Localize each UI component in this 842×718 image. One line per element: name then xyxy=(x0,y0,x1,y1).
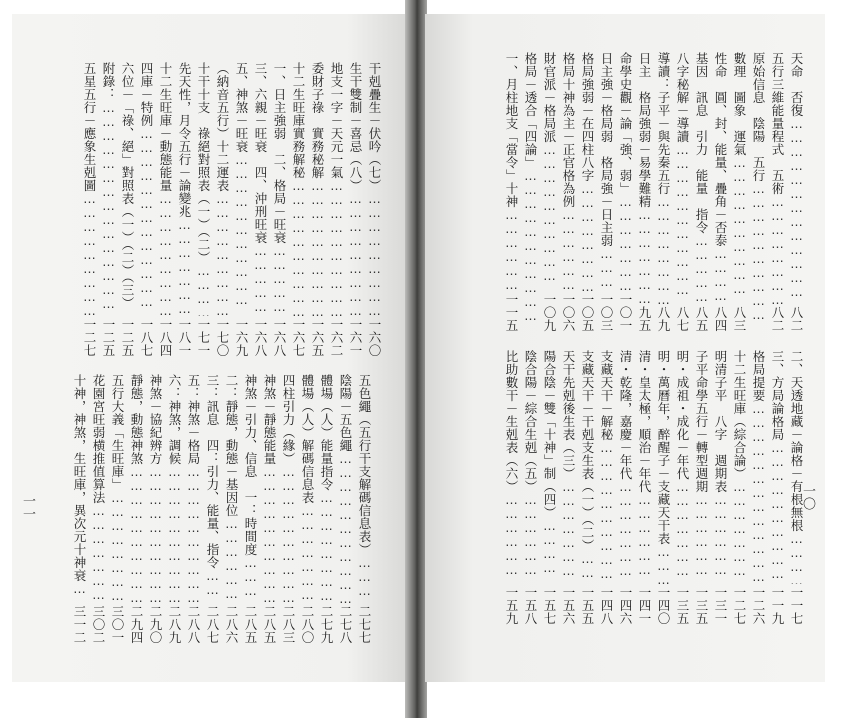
toc-entry xyxy=(366,62,383,357)
leader-dots xyxy=(560,210,577,291)
leader-dots xyxy=(788,119,805,304)
toc-entry xyxy=(81,62,98,357)
leader-dots xyxy=(109,493,126,603)
leader-dots xyxy=(366,194,383,316)
toc-entry-page: 一八四 xyxy=(158,318,173,357)
toc-entry-page: 二七八 xyxy=(338,605,353,644)
book-gutter xyxy=(405,0,427,718)
toc-entry-title: 神煞－靜態能量 xyxy=(262,374,277,465)
toc-entry xyxy=(731,52,748,332)
toc-entry xyxy=(617,52,634,332)
toc-entry-title: 花園宮旺弱横推值算法 xyxy=(91,374,106,504)
toc-entry xyxy=(157,62,174,357)
leader-dots xyxy=(166,467,183,603)
toc-entry xyxy=(788,52,805,332)
toc-entry-title: 五色繩（五行干支解碼信息表） xyxy=(357,374,372,556)
toc-entry-page: 八五 xyxy=(694,306,709,332)
toc-entry-page: 一二五 xyxy=(101,318,116,357)
leader-dots xyxy=(503,495,520,584)
leader-dots xyxy=(233,155,250,316)
toc-entry-title: 附錄： xyxy=(101,62,116,101)
toc-entry xyxy=(223,374,240,644)
leader-dots xyxy=(598,249,615,291)
toc-entry-title: 格局十神為主－正官格為例 xyxy=(561,52,576,208)
leader-dots xyxy=(655,197,672,304)
toc-entry-page: 二八八 xyxy=(186,605,201,644)
toc-entry-title: 八字秘解－導讀 xyxy=(675,52,690,143)
toc-entry xyxy=(328,62,345,357)
toc-entry-page: 一六五 xyxy=(310,318,325,357)
leader-dots xyxy=(731,158,748,304)
toc-entry-page: 一六七 xyxy=(291,318,306,357)
toc-entry-page: 一四八 xyxy=(599,586,614,625)
right-top-toc xyxy=(503,52,805,332)
toc-entry-page: 一二七 xyxy=(82,318,97,357)
toc-entry-page: 一〇一 xyxy=(618,293,633,332)
toc-entry-title: 十二生旺庫實務解秘 xyxy=(291,62,306,179)
leader-dots xyxy=(769,197,786,304)
leader-dots xyxy=(769,443,786,584)
toc-entry xyxy=(560,350,577,625)
toc-entry xyxy=(280,374,297,644)
toc-entry xyxy=(318,374,335,644)
toc-entry-page: 一五九 xyxy=(504,586,519,625)
leader-dots xyxy=(636,495,653,584)
toc-entry-title: 四柱引力（緣） xyxy=(281,374,296,465)
toc-entry-title: 數理 圖象 運氣 xyxy=(732,52,747,156)
toc-entry-title: 日主強－格局弱 格局強－日主弱 xyxy=(599,52,614,247)
leader-dots xyxy=(750,404,767,584)
toc-entry-page: 二八三 xyxy=(281,605,296,644)
toc-entry-title: 十二生旺庫－動態能量 xyxy=(158,62,173,192)
toc-entry-title: 一、月柱地支「當令」十神 xyxy=(504,52,519,208)
toc-entry xyxy=(309,62,326,357)
toc-entry-page: 一三一 xyxy=(713,586,728,625)
toc-entry-page: 一〇三 xyxy=(599,293,614,332)
toc-entry xyxy=(147,374,164,644)
toc-entry xyxy=(271,62,288,357)
toc-entry-page: 一〇五 xyxy=(580,293,595,332)
toc-entry-page: 一八一 xyxy=(177,318,192,357)
toc-entry-title: 四庫－特例 xyxy=(139,62,154,127)
leader-dots xyxy=(318,493,335,603)
toc-entry-page: 一五六 xyxy=(561,586,576,625)
toc-entry-title: 清・乾隆，嘉慶－年代 xyxy=(618,350,633,480)
leader-dots xyxy=(636,210,653,304)
toc-entry-title: 神煞－協紀辨方 xyxy=(148,374,163,465)
toc-entry xyxy=(290,62,307,357)
toc-entry-title: 干剋疊生－伏吟（七） xyxy=(367,62,382,192)
leader-dots xyxy=(356,558,373,603)
toc-entry xyxy=(166,374,183,644)
left-bottom-toc xyxy=(71,374,373,644)
leader-dots xyxy=(252,246,269,316)
toc-entry-title: 基因 訊息 引力 能量 指令 xyxy=(694,52,709,234)
toc-entry-title: 六：神煞，調候 xyxy=(167,374,182,465)
leader-dots xyxy=(541,145,558,291)
right-page xyxy=(425,14,825,682)
toc-entry-page: 三〇二 xyxy=(91,605,106,644)
toc-entry xyxy=(579,52,596,332)
toc-entry xyxy=(712,350,729,625)
toc-entry xyxy=(655,52,672,332)
leader-dots xyxy=(598,443,615,584)
toc-entry xyxy=(119,62,136,357)
toc-entry xyxy=(252,62,269,357)
toc-entry xyxy=(617,350,634,625)
toc-entry-title: 三、六親－旺衰 四、沖刑旺衰 xyxy=(253,62,268,244)
toc-entry-title: 靜態，動態神煞 xyxy=(129,374,144,465)
toc-entry xyxy=(242,374,259,644)
toc-entry-page: 一二七 xyxy=(732,586,747,625)
toc-entry-page: 一四六 xyxy=(618,586,633,625)
leader-dots xyxy=(204,571,221,603)
toc-entry-title: 神煞－引力、信息 一：時間度 xyxy=(243,374,258,556)
toc-entry-title: 十二生旺庫（綜合論） xyxy=(732,350,747,480)
leader-dots xyxy=(271,246,288,316)
toc-entry xyxy=(750,350,767,625)
toc-entry xyxy=(636,52,653,332)
toc-entry xyxy=(769,350,786,625)
leader-dots xyxy=(617,482,634,584)
leader-dots xyxy=(119,312,136,317)
toc-entry-title: 支藏天干－干剋支生表（一）（二） xyxy=(580,350,595,552)
toc-entry-page: 一二五 xyxy=(120,318,135,357)
toc-entry-page: 一七〇 xyxy=(215,318,230,357)
toc-entry-page: 八二 xyxy=(789,306,804,332)
toc-entry-title: 命學史觀－論「強、弱」 xyxy=(618,52,633,195)
page-number: 一〇 xyxy=(800,484,815,510)
toc-entry-title: 支藏天干－解秘 xyxy=(599,350,614,441)
leader-dots xyxy=(157,194,174,316)
toc-entry xyxy=(90,374,107,644)
toc-entry xyxy=(204,374,221,644)
toc-entry-title: 五、神煞－旺衰 xyxy=(234,62,249,153)
toc-entry-title: 導讀：子平－與先秦五行 xyxy=(656,52,671,195)
toc-entry-title: 天命 否復 xyxy=(789,52,804,117)
toc-entry-page: 八四 xyxy=(713,306,728,332)
leader-dots xyxy=(655,547,672,584)
toc-entry-title: 六位－「祿、絕」對照表（一）（二）（三） xyxy=(120,62,135,310)
leader-dots xyxy=(138,129,155,316)
leader-dots xyxy=(522,495,539,584)
leader-dots xyxy=(693,236,710,304)
toc-entry-title: 五：神煞－格局 xyxy=(186,374,201,465)
toc-entry xyxy=(109,374,126,644)
toc-entry-title: 格局提要 xyxy=(751,350,766,402)
leader-dots xyxy=(579,184,596,291)
toc-entry-title: 天干先剋後生表（三） xyxy=(561,350,576,480)
toc-entry-title: 五行三維能量程式 五術 xyxy=(770,52,785,195)
left-page xyxy=(12,14,407,682)
toc-entry-page: 八七 xyxy=(675,306,690,332)
toc-entry-page: 八二 xyxy=(770,306,785,332)
toc-entry-page: 一三五 xyxy=(694,586,709,625)
toc-entry-page: 一三五 xyxy=(675,586,690,625)
leader-dots xyxy=(617,197,634,291)
leader-dots xyxy=(712,249,729,304)
leader-dots xyxy=(261,467,278,603)
toc-entry-page: 二九四 xyxy=(129,605,144,644)
toc-entry-page: 二七九 xyxy=(319,605,334,644)
leader-dots xyxy=(242,558,259,603)
leader-dots xyxy=(674,482,691,584)
toc-entry-title: 一、日主強弱 二、格局－旺衰 xyxy=(272,62,287,244)
toc-entry-page: 二九〇 xyxy=(148,605,163,644)
toc-entry-title: 十干十支 祿絕對照表（一）（二） xyxy=(196,62,211,264)
toc-entry xyxy=(598,52,615,332)
toc-entry-page: 二八七 xyxy=(205,605,220,644)
toc-entry-title: 明・成祖・成化－年代 xyxy=(675,350,690,480)
toc-entry xyxy=(214,62,231,357)
toc-entry-page: 一一七 xyxy=(789,586,804,625)
toc-entry-page: 一六九 xyxy=(234,318,249,357)
toc-entry-page: 二八五 xyxy=(262,605,277,644)
toc-entry-page: 一一五 xyxy=(504,293,519,332)
toc-entry xyxy=(100,62,117,357)
toc-entry-page: 一〇九 xyxy=(542,293,557,332)
toc-entry-page: 一五七 xyxy=(542,586,557,625)
leader-dots xyxy=(712,495,729,584)
toc-entry xyxy=(712,52,729,332)
toc-entry-page: 一七一 xyxy=(196,318,211,357)
toc-entry-title: 體場（人）解碼信息表 xyxy=(300,374,315,504)
toc-entry xyxy=(261,374,278,644)
leader-dots xyxy=(128,467,145,603)
leader-dots xyxy=(290,181,307,316)
leader-dots xyxy=(503,210,520,291)
leader-dots xyxy=(788,534,805,584)
toc-entry xyxy=(750,52,767,332)
leader-dots xyxy=(560,482,577,584)
leader-dots xyxy=(731,482,748,584)
toc-entry xyxy=(560,52,577,332)
leader-dots xyxy=(280,467,297,603)
toc-entry xyxy=(674,350,691,625)
toc-entry-title: 二、天透地藏－論格－有根無根 xyxy=(789,350,804,532)
toc-entry-page: 一六八 xyxy=(272,318,287,357)
toc-entry xyxy=(185,374,202,644)
leader-dots xyxy=(674,145,691,304)
toc-entry-title: 清・皇太極，順治－年代 xyxy=(637,350,652,493)
toc-entry-title: 委財子祿 實務秘解 xyxy=(310,62,325,179)
toc-entry-page: 一六二 xyxy=(329,318,344,357)
leader-dots xyxy=(100,103,117,316)
toc-entry-page: 一六八 xyxy=(253,318,268,357)
leader-dots xyxy=(81,194,98,316)
toc-entry xyxy=(356,374,373,644)
leader-dots xyxy=(541,521,558,584)
toc-entry-title: 原始信息 陰陽 五行 xyxy=(751,52,766,182)
toc-entry-title: 比助數干－生剋表（六） xyxy=(504,350,519,493)
toc-entry xyxy=(731,350,748,625)
leader-dots xyxy=(185,467,202,603)
toc-entry-page: 一六〇 xyxy=(367,318,382,357)
toc-entry-page: 八九 xyxy=(656,306,671,332)
toc-entry xyxy=(233,62,250,357)
toc-entry-title: 五行大義「生旺庫」 xyxy=(110,374,125,491)
toc-entry-page: 一六一 xyxy=(348,318,363,357)
toc-entry xyxy=(522,52,539,332)
leader-dots xyxy=(337,454,354,603)
leader-dots xyxy=(195,266,212,316)
toc-entry xyxy=(541,52,558,332)
toc-entry-page: 二八九 xyxy=(167,605,182,644)
toc-entry-title: 三、方局論格局 xyxy=(770,350,785,441)
toc-entry-title: 二：靜態，動態－基因位 xyxy=(224,374,239,517)
leader-dots xyxy=(522,171,539,330)
page-number: 一一 xyxy=(20,494,35,520)
leader-dots xyxy=(299,506,316,603)
toc-entry xyxy=(693,52,710,332)
toc-entry xyxy=(598,350,615,625)
toc-entry-title: 地支一字－天元一氣 xyxy=(329,62,344,179)
toc-entry-title: 體場（人）能量指令 xyxy=(319,374,334,491)
toc-entry xyxy=(579,350,596,625)
leader-dots xyxy=(71,584,88,603)
toc-entry-page: 二八〇 xyxy=(300,605,315,644)
toc-entry-title: 日主 格局強弱－易學難精 xyxy=(637,52,652,208)
leader-dots xyxy=(750,184,767,330)
toc-entry-page: 一二六 xyxy=(751,586,766,625)
left-top-toc xyxy=(81,62,383,357)
toc-entry xyxy=(195,62,212,357)
toc-entry-title: 子平命學五行－轉型週期 xyxy=(694,350,709,493)
leader-dots xyxy=(214,194,231,316)
toc-entry xyxy=(693,350,710,625)
toc-entry xyxy=(503,52,520,332)
toc-entry xyxy=(655,350,672,625)
toc-entry xyxy=(138,62,155,357)
toc-entry-page: 一〇六 xyxy=(561,293,576,332)
toc-entry-title: 明・萬曆年，醉醒子－支藏天干表 xyxy=(656,350,671,545)
toc-entry-page: 三一二 xyxy=(72,605,87,644)
toc-entry-title: 生干雙制－喜忌（八） xyxy=(348,62,363,192)
toc-entry-page: 二八六 xyxy=(224,605,239,644)
leader-dots xyxy=(176,220,193,316)
right-bottom-toc xyxy=(503,350,805,625)
leader-dots xyxy=(693,495,710,584)
toc-entry xyxy=(128,374,145,644)
leader-dots xyxy=(309,181,326,316)
toc-entry-title: 十神，神煞，生旺庫，異次元十神衰 xyxy=(72,374,87,582)
toc-entry-title: 明清子平 八字 週期表 xyxy=(713,350,728,493)
toc-entry xyxy=(176,62,193,357)
toc-entry-title: 五星五行－應象生剋圖 xyxy=(82,62,97,192)
toc-entry-title: 性命 圓、封、能量、疊角－否泰 xyxy=(713,52,728,247)
toc-entry xyxy=(503,350,520,625)
toc-entry-page: 一五八 xyxy=(523,586,538,625)
toc-entry-page: 三〇一 xyxy=(110,605,125,644)
toc-entry-title: （納音五行）十二運表 xyxy=(215,62,230,192)
toc-entry-page: 一五五 xyxy=(580,586,595,625)
leader-dots xyxy=(347,194,364,316)
toc-entry xyxy=(636,350,653,625)
toc-entry-title: 三：訊息 四：引力、能量、指令 xyxy=(205,374,220,569)
toc-entry-page: 八三 xyxy=(732,306,747,332)
toc-entry-page: 一八七 xyxy=(139,318,154,357)
toc-entry-title: 陰合陽－綜合生剋（五） xyxy=(523,350,538,493)
toc-entry xyxy=(299,374,316,644)
toc-entry xyxy=(522,350,539,625)
toc-entry-page: 一一九 xyxy=(770,586,785,625)
toc-entry-page: 一四一 xyxy=(637,586,652,625)
toc-entry-title: 先天性，月令五行－論變兆 xyxy=(177,62,192,218)
toc-entry-page: 一四〇 xyxy=(656,586,671,625)
toc-entry-title: 陽合陰－雙「十神」制（四） xyxy=(542,350,557,519)
leader-dots xyxy=(328,181,345,316)
toc-entry-title: 財官派－格局派 xyxy=(542,52,557,143)
leader-dots xyxy=(147,467,164,603)
toc-entry xyxy=(337,374,354,644)
toc-entry-title: 格局－透合「四論」 xyxy=(523,52,538,169)
toc-entry-page: 九五 xyxy=(637,306,652,332)
toc-entry-page: 二七七 xyxy=(357,605,372,644)
toc-entry xyxy=(71,374,88,644)
toc-entry xyxy=(347,62,364,357)
leader-dots xyxy=(90,506,107,603)
leader-dots xyxy=(223,519,240,603)
toc-entry xyxy=(769,52,786,332)
toc-entry xyxy=(541,350,558,625)
toc-entry xyxy=(674,52,691,332)
toc-entry-page: 二八五 xyxy=(243,605,258,644)
toc-entry-title: 格局強弱－在四柱八字 xyxy=(580,52,595,182)
leader-dots xyxy=(579,554,596,584)
toc-entry-title: 陰陽－五色繩 xyxy=(338,374,353,452)
